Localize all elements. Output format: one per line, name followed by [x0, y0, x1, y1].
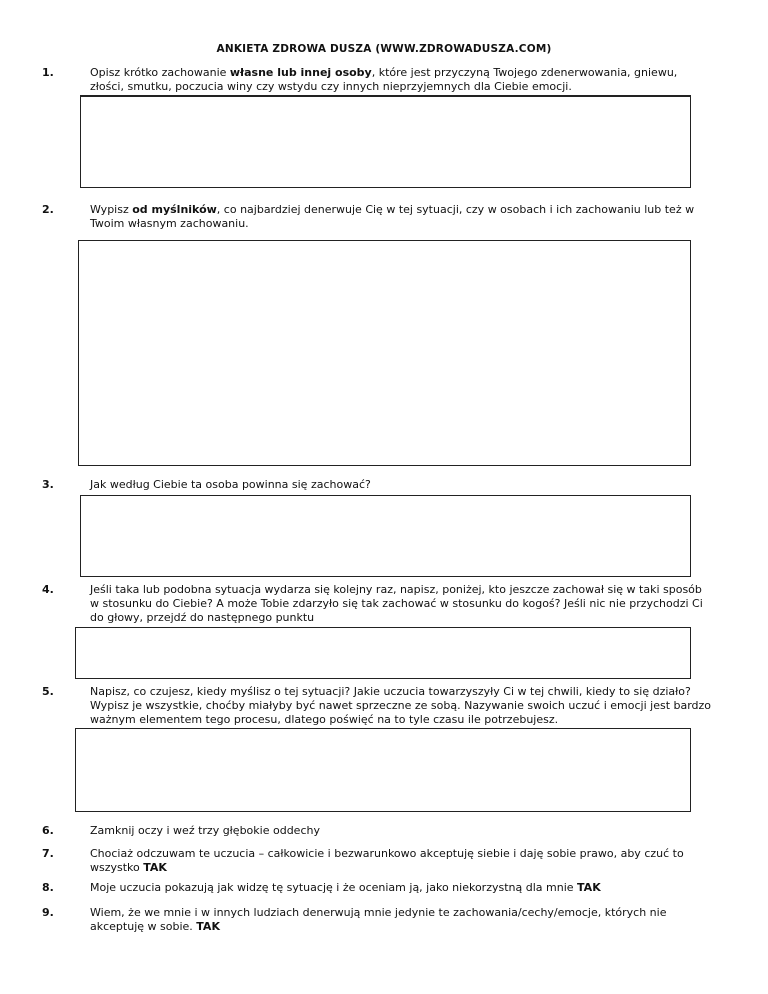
question-number: 1. [42, 66, 54, 79]
question-4 [42, 583, 712, 625]
answer-input-1[interactable] [81, 97, 690, 187]
question-6 [42, 824, 712, 838]
answer-box-2[interactable] [78, 240, 691, 466]
question-5 [42, 685, 712, 727]
answer-input-5[interactable] [76, 729, 690, 811]
question-text: Moje uczucia pokazują jak widzę tę sytuację i że oceniam ją, jako niekorzystną dla mnie TAK [90, 881, 601, 894]
question-1 [42, 66, 712, 94]
question-text: Wiem, że we mnie i w innych ludziach denerwują mnie jedynie te zachowania/cechy/emocje, których nie akceptuję w sobie. TAK [90, 906, 667, 933]
answer-box-5[interactable] [75, 728, 691, 812]
document-title: ANKIETA ZDROWA DUSZA (WWW.ZDROWADUSZA.COM) [216, 43, 552, 55]
answer-input-3[interactable] [81, 496, 690, 576]
question-number: 8. [42, 881, 54, 894]
question-text: Jak według Ciebie ta osoba powinna się zachować? [90, 478, 371, 491]
tak-answer: TAK [577, 881, 601, 894]
question-number: 6. [42, 824, 54, 837]
question-number: 3. [42, 478, 54, 491]
question-2 [42, 203, 712, 231]
question-number: 9. [42, 906, 54, 919]
question-7 [42, 847, 712, 875]
question-text: Zamknij oczy i weź trzy głębokie oddechy [90, 824, 320, 837]
question-number: 5. [42, 685, 54, 698]
question-3 [42, 478, 712, 492]
question-text: Napisz, co czujesz, kiedy myślisz o tej sytuacji? Jakie uczucia towarzyszyły Ci w tej chwili, kiedy to się działo? Wypisz je wszystkie, choćby miałyby być nawet sprzeczne ze sobą. Nazywanie swoich uczuć i emocji jest bardzo ważnym elementem tego procesu, dlatego poświęć na to tyle czasu ile potrzebujesz. [90, 685, 712, 726]
question-9 [42, 906, 712, 934]
question-8 [42, 881, 712, 895]
answer-input-2[interactable] [79, 241, 690, 465]
question-number: 4. [42, 583, 54, 596]
question-text: Opisz krótko zachowanie własne lub innej osoby, które jest przyczyną Twojego zdenerwowania, gniewu, złości, smutku, poczucia winy czy wstydu czy innych nieprzyjemnych dla Ciebie emocji. [90, 66, 678, 93]
answer-box-4[interactable] [75, 627, 691, 679]
question-text: Jeśli taka lub podobna sytuacja wydarza się kolejny raz, napisz, poniżej, kto jeszcze zachował się w taki sposób w stosunku do Ciebie? A może Tobie zdarzyło się tak zachować w stosunku do kogoś? Jeśli nic nie przychodzi Ci do głowy, przejdź do następnego punktu [90, 583, 703, 624]
answer-box-3[interactable] [80, 495, 691, 577]
question-text: Chociaż odczuwam te uczucia – całkowicie i bezwarunkowo akceptuję siebie i daję sobie prawo, aby czuć to wszystko TAK [90, 847, 684, 874]
question-number: 7. [42, 847, 54, 860]
question-number: 2. [42, 203, 54, 216]
tak-answer: TAK [143, 861, 167, 874]
answer-input-4[interactable] [76, 628, 690, 678]
question-text: Wypisz od myślników, co najbardziej denerwuje Cię w tej sytuacji, czy w osobach i ich zachowaniu lub też w Twoim własnym zachowaniu. [90, 203, 695, 230]
tak-answer: TAK [196, 920, 220, 933]
answer-box-1[interactable] [80, 95, 691, 188]
